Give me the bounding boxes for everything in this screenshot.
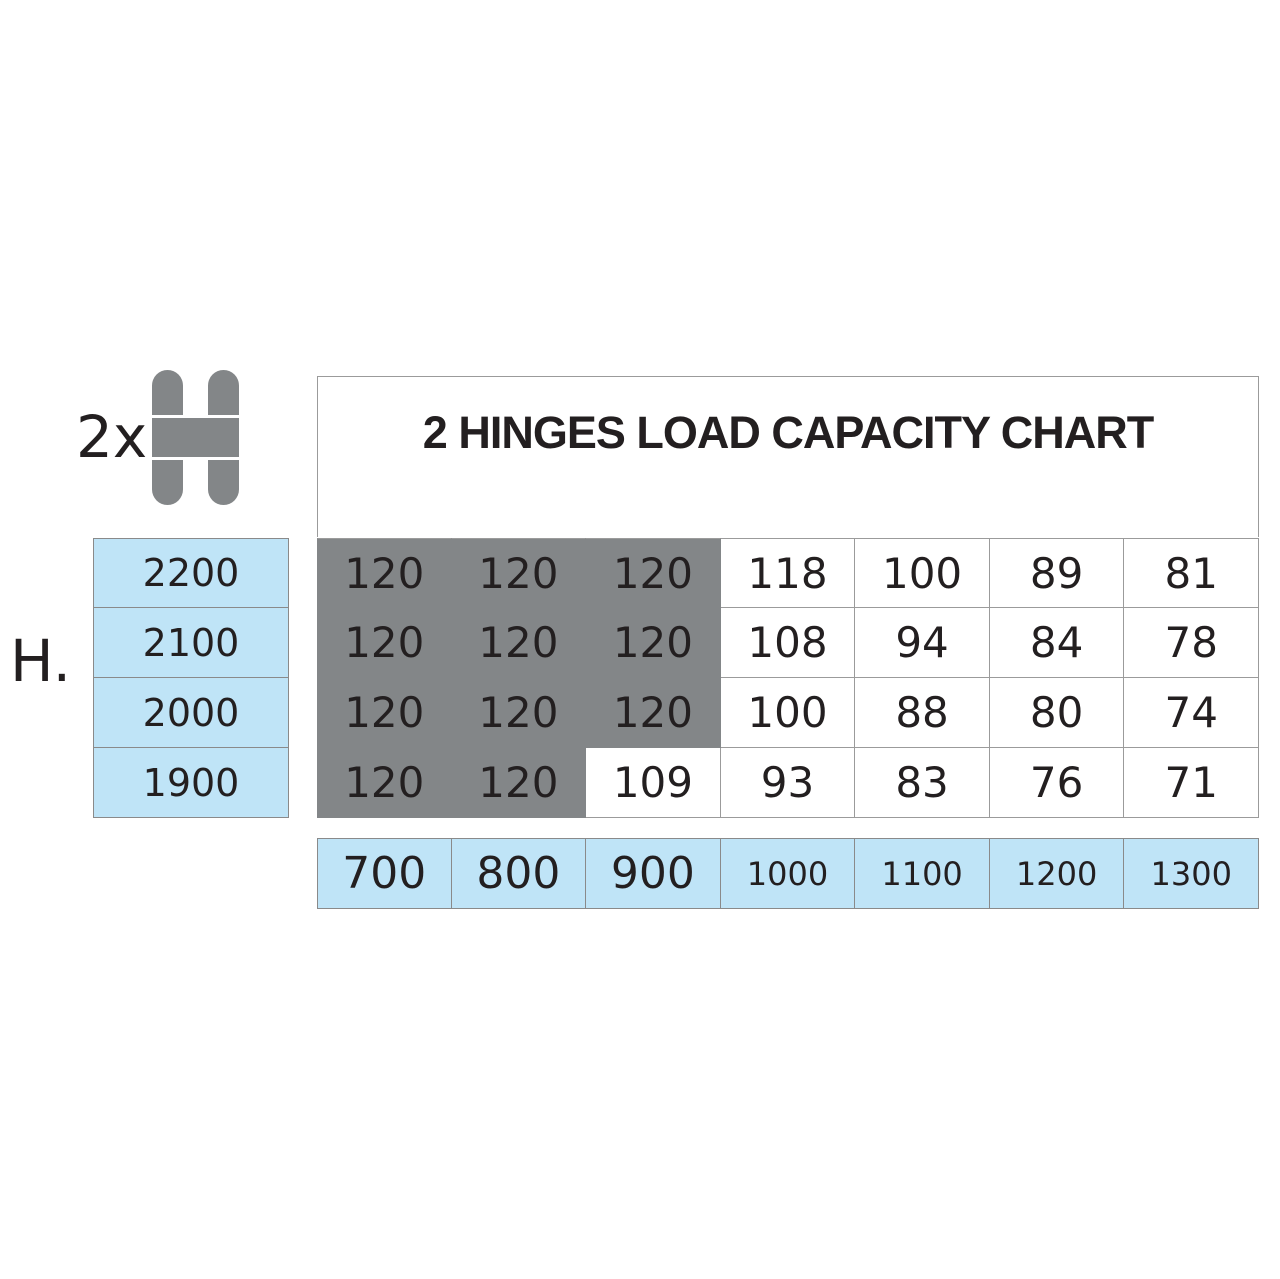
value-cell: 120: [586, 678, 721, 748]
value-cell: 120: [317, 538, 452, 608]
value-cell: 76: [990, 748, 1125, 818]
value-cell: 120: [317, 608, 452, 678]
row-label: 2000: [93, 677, 289, 748]
row-label: 2200: [93, 538, 289, 608]
value-cell: 120: [452, 678, 587, 748]
value-cell: 84: [990, 608, 1125, 678]
value-cell: 80: [990, 678, 1125, 748]
value-cell: 83: [855, 748, 990, 818]
chart-title-box: [317, 376, 1259, 537]
column-label: 1200: [989, 838, 1125, 909]
value-cell: 74: [1124, 678, 1259, 748]
value-cell: 120: [452, 608, 587, 678]
row-label: 1900: [93, 747, 289, 818]
value-cell: 78: [1124, 608, 1259, 678]
value-cell: 88: [855, 678, 990, 748]
value-cell: 120: [452, 538, 587, 608]
height-axis-label: H.: [10, 627, 72, 695]
value-cell: 71: [1124, 748, 1259, 818]
value-cell: 100: [855, 538, 990, 608]
value-cell: 93: [721, 748, 856, 818]
column-label: 900: [585, 838, 721, 909]
value-cell: 118: [721, 538, 856, 608]
column-label: 1100: [854, 838, 990, 909]
value-cell: 94: [855, 608, 990, 678]
value-cell: 108: [721, 608, 856, 678]
column-label: 800: [451, 838, 587, 909]
hinge-count: 2x: [76, 403, 148, 471]
value-cell: 120: [317, 748, 452, 818]
value-cell: 120: [452, 748, 587, 818]
value-cell: 109: [586, 748, 721, 818]
value-cell: 120: [317, 678, 452, 748]
height-axis: [93, 538, 289, 818]
hinge-legend: [70, 370, 250, 510]
value-cell: 120: [586, 538, 721, 608]
value-cell: 81: [1124, 538, 1259, 608]
width-axis: [317, 838, 1259, 909]
load-capacity-grid: [317, 538, 1259, 818]
chart-title: 2 HINGES LOAD CAPACITY CHART: [422, 407, 1154, 458]
value-cell: 89: [990, 538, 1125, 608]
value-cell: 120: [586, 608, 721, 678]
row-label: 2100: [93, 607, 289, 678]
column-label: 1300: [1123, 838, 1259, 909]
column-label: 1000: [720, 838, 856, 909]
hinge-icon: [152, 370, 240, 505]
column-label: 700: [317, 838, 452, 909]
value-cell: 100: [721, 678, 856, 748]
